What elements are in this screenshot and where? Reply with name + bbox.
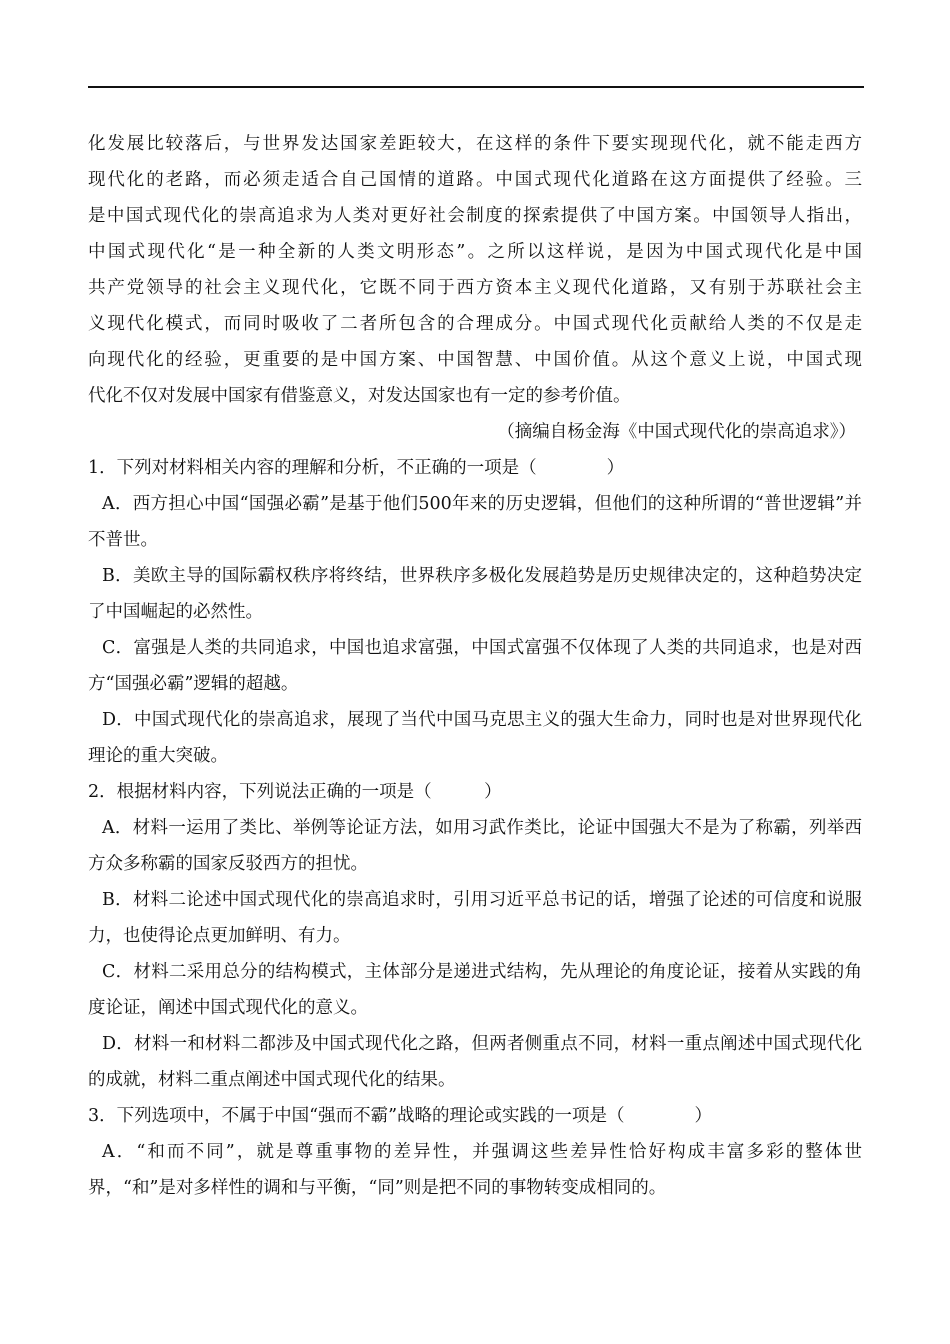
- option-d: D．中国式现代化的崇高追求，展现了当代中国马克思主义的强大生命力，同时也是对世界现代化理论的重大突破。: [88, 710, 862, 766]
- question-stem: 2．根据材料内容，下列说法正确的一项是（ ）: [88, 782, 502, 802]
- passage-line: 义现代化模式，而同时吸收了二者所包含的合理成分。中国式现代化贡献给人类的不仅是走: [88, 314, 862, 334]
- passage-line: 向现代化的经验，更重要的是中国方案、中国智慧、中国价值。从这个意义上说，中国式现: [88, 350, 862, 370]
- passage-line: 共产党领导的社会主义现代化，它既不同于西方资本主义现代化道路，又有别于苏联社会主: [88, 278, 862, 298]
- option-b: B．材料二论述中国式现代化的崇高追求时，引用习近平总书记的话，增强了论述的可信度和说服力，也使得论点更加鲜明、有力。: [88, 890, 862, 946]
- passage-line: 中国式现代化“是一种全新的人类文明形态”。之所以这样说，是因为中国式现代化是中国: [88, 242, 862, 262]
- question-2: [88, 774, 862, 1098]
- option-b: B．美欧主导的国际霸权秩序将终结，世界秩序多极化发展趋势是历史规律决定的，这种趋势决定了中国崛起的必然性。: [88, 566, 862, 622]
- header-rule: [88, 86, 864, 88]
- passage-line: 化发展比较落后，与世界发达国家差距较大，在这样的条件下要实现现代化，就不能走西方: [88, 134, 862, 154]
- question-stem: 3．下列选项中，不属于中国“强而不霸”战略的理论或实践的一项是（ ）: [88, 1106, 713, 1126]
- passage: [88, 126, 862, 450]
- option-c: C．材料二采用总分的结构模式，主体部分是递进式结构，先从理论的角度论证，接着从实践的角度论证，阐述中国式现代化的意义。: [88, 962, 862, 1018]
- question-3: [88, 1098, 862, 1206]
- question-1: [88, 450, 862, 774]
- passage-line: 现代化的老路，而必须走适合自己国情的道路。中国式现代化道路在这方面提供了经验。三: [88, 170, 862, 190]
- document-body: [88, 126, 862, 1206]
- passage-source: （摘编自杨金海《中国式现代化的崇高追求》）: [497, 422, 856, 442]
- question-stem: 1．下列对材料相关内容的理解和分析，不正确的一项是（ ）: [88, 458, 625, 478]
- option-c: C．富强是人类的共同追求，中国也追求富强，中国式富强不仅体现了人类的共同追求，也是对西方“国强必霸”逻辑的超越。: [88, 638, 862, 694]
- option-a: A．材料一运用了类比、举例等论证方法，如用习武作类比，论证中国强大不是为了称霸，列举西方众多称霸的国家反驳西方的担忧。: [88, 818, 862, 874]
- option-a: A．西方担心中国“国强必霸”是基于他们500年来的历史逻辑，但他们的这种所谓的“普世逻辑”并不普世。: [88, 494, 862, 550]
- option-d: D．材料一和材料二都涉及中国式现代化之路，但两者侧重点不同，材料一重点阐述中国式现代化的成就，材料二重点阐述中国式现代化的结果。: [88, 1034, 862, 1090]
- passage-line: 代化不仅对发展中国家有借鉴意义，对发达国家也有一定的参考价值。: [88, 386, 631, 406]
- passage-line: 是中国式现代化的崇高追求为人类对更好社会制度的探索提供了中国方案。中国领导人指出，: [88, 206, 862, 226]
- option-a: A．“和而不同”，就是尊重事物的差异性，并强调这些差异性恰好构成丰富多彩的整体世界，“和”是对多样性的调和与平衡，“同”则是把不同的事物转变成相同的。: [88, 1142, 862, 1198]
